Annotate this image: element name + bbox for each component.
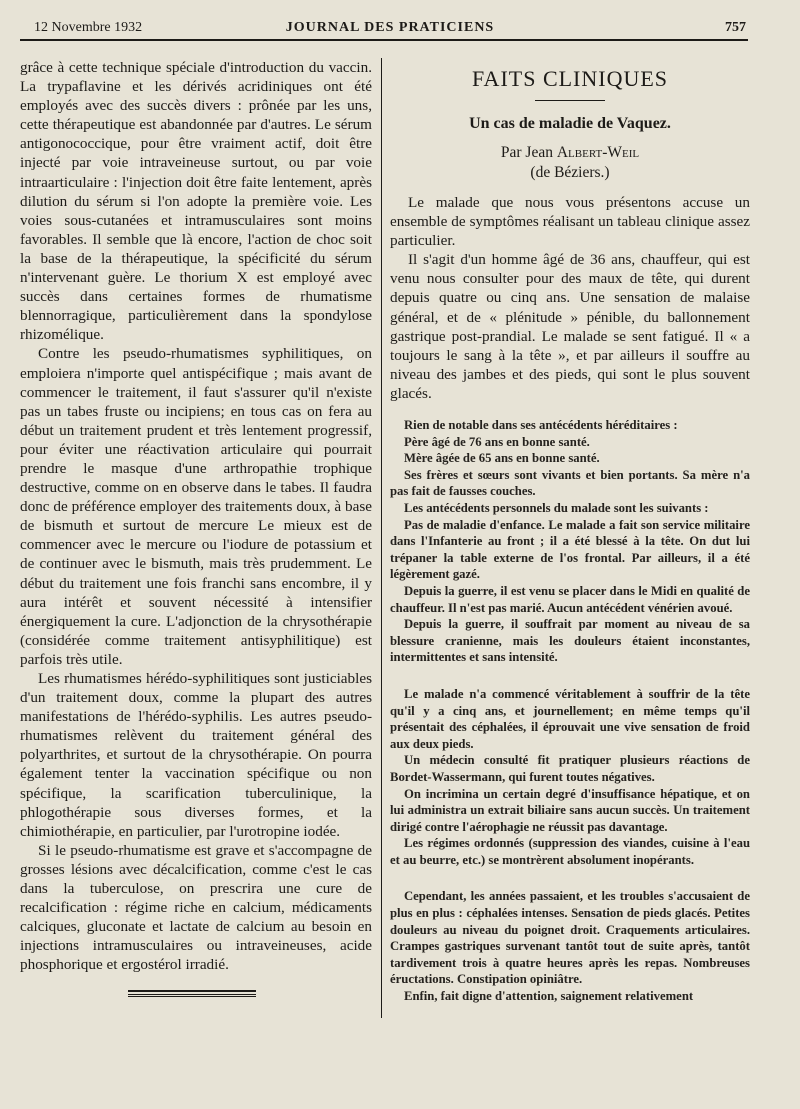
history-line: Père âgé de 76 ans en bonne santé. (404, 434, 590, 449)
intro-section (390, 193, 750, 403)
page-header (34, 20, 746, 38)
left-column (20, 58, 372, 975)
left-paragraph: grâce à cette technique spéciale d'introduction du vaccin. La trypaflavine et les dérivés acridiniques ont été employés avec des succès divers : prônée par les uns, cette thérapeutique est abandonnée par d'autres. Le sérum antigonococcique, pour être vraiment actif, doit être injecté par voie intraveineuse surtout, ou par voie intraarticulaire : l'injection doit être faite lentement, après dilution du sérum si l'on adopte la première voie. Les voies sous-cutanées et intramusculaires sont moins favorables. Il semble que là encore, l'action de choc soit la base de la thérapeutique, la spécificité du sérum n'intervenant guère. Le thorium X est employé avec succès dans certaines formes de rhumatisme blennorragique, particulièrement dans la spondylose rhizomélique. (20, 59, 372, 344)
author-name: Albert-Weil (556, 144, 640, 161)
history-line: Rien de notable dans ses antécédents héréditaires : (404, 418, 678, 433)
right-column (390, 58, 750, 1005)
article-title: Un cas de maladie de Vaquez. (469, 115, 671, 132)
column-divider (381, 58, 382, 1018)
header-journal-title: JOURNAL DES PRATICIENS (285, 20, 495, 35)
course-line: Un médecin consulté fit pratiquer plusieurs réactions de Bordet-Wassermann, qui furent toutes négatives. (390, 753, 750, 784)
body-paragraph: Il s'agit d'un homme âgé de 36 ans, chauffeur, qui est venu nous consulter pour des maux de tête, qui durent depuis quatre ou cinq ans. Une sensation de malaise général, et de « plénitude » pénible, du ballonnement gastrique post-prandial. Le malade se sent fatigué. Il « a toujours le sang à la tête », et par ailleurs il souffre au niveau des jambes et des pieds, qui sont le plus souvent glacés. (390, 251, 750, 402)
history-line: Les antécédents personnels du malade sont les suivants : (404, 501, 709, 515)
article-end-rule (128, 990, 256, 995)
section-title: FAITS CLINIQUES (471, 66, 669, 91)
course-line: On incrimina un certain degré d'insuffisance hépatique, et on lui administra un extrait biliaire sans aucun succès. Un traitement dirigé contre l'aérophagie ne réussit pas davantage. (390, 786, 750, 834)
course-section (390, 686, 750, 869)
header-rule (20, 39, 748, 41)
course-line: Les régimes ordonnés (suppression des viandes, cuisine à l'eau et au beurre, etc.) se montrèrent absolument inopérants. (390, 836, 750, 867)
section-title-rule (535, 100, 605, 101)
history-line: Depuis la guerre, il est venu se placer dans le Midi en qualité de chauffeur. Il n'est pas marié. Aucun antécédent vénérien avoué. (390, 583, 750, 615)
left-paragraph: Les rhumatismes hérédo-syphilitiques sont justiciables d'un traitement doux, comme la plupart des autres manifestations de l'hérédo-syphilis. Les autres pseudo-rhumatismes relèvent du traitement général des polyarthrites, et surtout de la chrysothérapie. On pourra également tenter la vaccination spécifique ou non spécifique, la scarification tuberculinique, la phlogothérapie sous diverses formes, et la chimiothérapie, en particulier, par l'urotropine iodée. (20, 670, 372, 840)
left-paragraph: Contre les pseudo-rhumatismes syphilitiques, on emploiera n'importe quel antispécifique ; mais avant de commencer le traitement, il faut s'assurer qu'il n'existe pas un tabes fruste ou incipiens; en tous cas on fera au début un traitement prudent et très lentement progressif, pour éviter une réactivation articulaire qui pourrait prendre le masque d'une arthropathie trophique destructive, comme on en observe dans le tabes. Il faudra donc de préférence employer des traitements doux, à base de bismuth et surtout de mercure Le mieux est de commencer avec le mercure ou l'iodure de potassium et de continuer avec le bismuth, mais très prudemment. Le début du traitement une fois franchi sans encombre, il y aura intérêt et souvent nécessité à intensifier énergiquement la cure. L'adjonction de la chrysothérapie (considérée comme traitement antisyphilitique) est parfois très utile. (20, 345, 372, 668)
header-date: 12 Novembre 1932 (34, 20, 143, 35)
article-end-rule-thin (128, 996, 256, 997)
article-author (390, 143, 750, 163)
later-line: Cependant, les années passaient, et les troubles s'accusaient de plus en plus : céphalées intenses. Sensation de pieds glacés. Petites douleurs au niveau du poignet droit. Craquements articulaires. Crampes gastriques survenant tantôt tout de suite après, tantôt tardivement trois à quatre heures après les repas. Nombreuses éructations. Constipation opiniâtre. (390, 889, 750, 987)
header-page-number: 757 (725, 20, 746, 35)
history-section (390, 417, 750, 666)
body-paragraph: Le malade que nous vous présentons accuse un ensemble de symptômes réalisant un tableau clinique assez particulier. (390, 194, 750, 250)
course-line: Le malade n'a commencé véritablement à souffrir de la tête qu'il y a cinq ans, et journellement; en même temps qu'il présentait des céphalées, il éprouvait une vive sensation de froid aux deux pieds. (390, 686, 750, 751)
left-paragraph: Si le pseudo-rhumatisme est grave et s'accompagne de grosses lésions avec décalcification, comme c'est le cas dans la tuberculose, on prescrira une cure de recalcification : régime riche en calcium, médicaments calciques, gluconate et lactate de calcium au besoin en injections intramusculaires ou intraveineuses, acide phosphorique et ergostérol irradié. (20, 841, 372, 974)
later-line: Enfin, fait digne d'attention, saignement relativement (404, 989, 694, 1004)
history-line: Pas de maladie d'enfance. Le malade a fait son service militaire dans l'Infanterie au front ; il a été blessé à la tête. On dut lui trépaner la table externe de l'os frontal. Par ailleurs, il a été légèrement gazé. (390, 517, 750, 582)
history-line: Mère âgée de 65 ans en bonne santé. (404, 451, 600, 466)
history-line: Depuis la guerre, il souffrait par moment au niveau de sa blessure cranienne, mais les douleurs étaient inconstantes, intermittentes et sans intensité. (390, 617, 750, 665)
history-line: Ses frères et sœurs sont vivants et bien portants. Sa mère n'a pas fait de fausses couches. (390, 467, 750, 499)
later-section (390, 888, 750, 1004)
author-prefix: Par Jean (500, 144, 553, 161)
author-place: (de Béziers.) (530, 164, 610, 181)
